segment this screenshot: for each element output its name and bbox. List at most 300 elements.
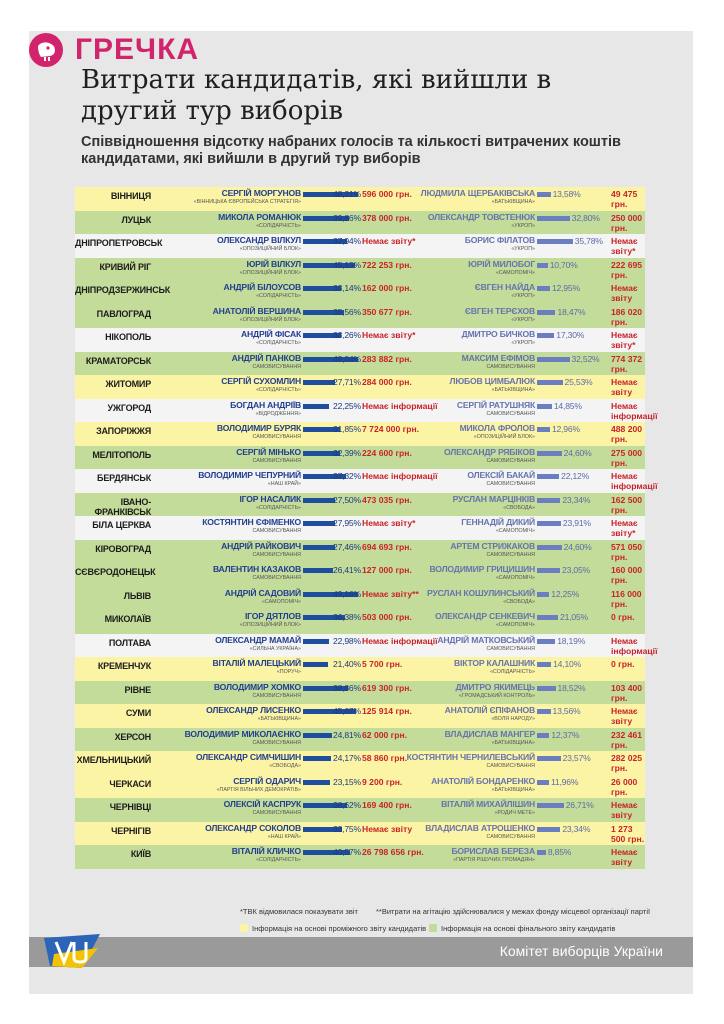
candidate-2 [393,752,535,770]
table-row [75,587,645,611]
candidate-2-vote-bar [537,850,546,855]
candidate-2-party: САМОВИСУВАННЯ [486,551,535,558]
candidate-2-party: «УКРОП» [511,340,535,346]
candidate-2-percent: 14,85% [553,400,582,411]
city-name: БЕРДЯНСЬК [97,473,151,483]
candidate-1-percent: 38,62% [333,800,361,810]
candidate-2-spending: 250 000 грн. [611,212,643,233]
candidate-1-vote-bar [303,756,331,761]
candidate-2-vote-bar [537,733,549,738]
legend-final-label: Інформація на основі фінального звіту кандидатів [441,924,616,933]
candidate-1-percent: 27,50% [333,494,361,505]
candidate-1 [153,823,301,841]
candidate-2-name: АРТЕМ СТРИЖАКОВ [450,540,535,551]
candidate-1-name: СЕРГІЙ СУХОМЛИН [221,376,301,386]
candidate-1-party: САМОВИСУВАННЯ [252,551,301,558]
candidate-1-spending: 26 798 656 грн. [362,847,424,857]
candidate-1-percent: 37,32% [333,471,361,481]
city-name: КИЇВ [130,849,151,859]
city-name: РІВНЕ [124,684,151,695]
candidate-2-vote-bar [537,286,550,291]
candidate-2-party: «САМОПОМІЧ» [495,575,535,581]
candidate-2 [393,400,535,418]
candidate-2 [393,447,535,465]
city-name: ЖИТОМИР [105,379,151,389]
candidate-2-spending: 232 461 грн. [611,729,643,750]
candidate-2-party: САМОВИСУВАННЯ [486,363,535,370]
candidate-1-name: СЕРГІЙ МІНЬКО [236,446,301,457]
candidate-2-name: АНАТОЛІЙ ЄПІФАНОВ [444,705,535,715]
candidate-1-percent: 39,86% [333,212,361,223]
table-row [75,798,645,822]
candidate-1-spending: 58 860 грн. [362,753,408,763]
candidate-1-spending: 7 724 000 грн. [362,424,420,434]
candidate-2 [393,846,535,864]
candidate-2-spending: 774 372 грн. [611,353,643,374]
candidate-1-name: ОЛЕКСАНДР ВІЛКУЛ [217,235,301,245]
candidate-2-party: «УКРОП» [511,246,535,252]
city-name: ХМЕЛЬНИЦЬКИЙ [76,755,151,765]
table-row [75,681,645,705]
city-name: ЧЕРНІГІВ [111,825,151,836]
candidate-1-spending: 162 000 грн. [362,283,412,293]
candidate-1 [153,282,301,300]
candidate-2-name: КОСТЯНТИН ЧЕРНИЛЕВСЬКИЙ [406,752,535,762]
candidate-2 [393,306,535,324]
candidate-1-percent: 33,75% [333,823,361,834]
table-row [75,657,645,681]
candidate-2-name: РУСЛАН МАРЦІНКІВ [452,493,535,504]
candidate-1 [153,470,301,488]
city-name: СУМИ [125,708,151,718]
candidate-2-vote-bar [537,474,559,479]
candidate-2-spending: 571 050 грн. [611,541,643,562]
candidate-1-percent: 22,98% [333,635,361,646]
candidate-1-name: ВІТАЛІЙ МАЛЕЦЬКИЙ [212,658,301,668]
candidate-1-party: «ОПОЗИЦІЙНИЙ БЛОК» [239,246,301,252]
candidate-2-name: ВЛАДИСЛАВ МАНГЕР [444,728,535,739]
candidate-1-name: ВІТАЛІЙ КЛИЧКО [231,846,301,856]
candidate-1-percent: 48,21% [333,189,361,199]
candidate-1-party: САМОВИСУВАННЯ [252,739,301,746]
city-name: ІВАНО-ФРАНКІВСЬК [94,496,151,517]
candidate-1-percent: 33,26% [333,330,361,340]
candidate-2 [393,541,535,559]
table-row [75,516,645,540]
table-row [75,610,645,634]
candidate-1-name: ІГОР НАСАЛИК [239,493,301,504]
candidate-1-percent: 49,16% [333,588,361,599]
candidate-2-vote-bar [537,568,560,573]
candidate-1-vote-bar [303,521,335,526]
candidate-1-name: ВАЛЕНТИН КАЗАКОВ [212,564,301,574]
candidate-2-spending: 282 025 грн. [611,753,643,773]
candidate-2-spending: 162 500 грн. [611,494,643,515]
candidate-2-party: «СОЛІДАРНІСТЬ» [490,669,535,675]
candidate-1-spending: Немає інформації [362,635,438,646]
table-row [75,775,645,799]
city-name: ЧЕРНІВЦІ [109,802,151,812]
candidate-1-spending: Немає інформації [362,400,438,411]
city-name: ДНІПРОПЕТРОВСЬК [75,238,163,248]
candidate-2-party: САМОВИСУВАННЯ [486,481,535,487]
candidate-1-party: «СОЛІДАРНІСТЬ» [256,504,301,511]
candidate-1-party: САМОВИСУВАННЯ [252,457,301,464]
candidate-2-vote-bar [537,357,570,362]
candidate-2-vote-bar [537,404,552,409]
city-name: ЛУЦЬК [121,214,151,225]
candidate-1 [153,259,301,277]
candidate-1 [153,776,301,794]
candidate-1-spending: 169 400 грн. [362,800,412,810]
table-row [75,728,645,752]
table-row [75,234,645,258]
candidate-1-spending: 473 035 грн. [362,494,412,505]
candidate-1-name: ЮРІЙ ВІЛКУЛ [246,258,301,269]
candidate-1-percent: 27,95% [333,518,361,528]
candidate-1 [153,376,301,394]
city-name: КРАМАТОРСЬК [85,355,151,366]
candidate-1-percent: 21,40% [333,659,361,669]
candidate-1-percent: 36,38% [333,612,361,622]
candidate-1-name: ОЛЕКСАНДР ЛИСЕНКО [206,705,301,715]
candidate-1-spending: 350 677 грн. [362,306,412,317]
candidate-2 [393,376,535,394]
table-row [75,704,645,728]
candidate-1-percent: 32,39% [333,447,361,458]
candidate-2-spending: Немає звіту* [611,330,638,350]
city-name: УЖГОРОД [107,402,151,413]
candidate-2-percent: 24,60% [563,447,592,458]
table-row [75,187,645,211]
table-row [75,751,645,775]
candidate-1-percent: 48,04% [333,353,361,364]
candidate-2-vote-bar [537,451,562,456]
candidate-2 [393,282,535,300]
city-name: ХЕРСОН [114,731,151,742]
page-title: Витрати кандидатів, які вийшли в другий тур виборів [81,65,552,126]
candidate-1 [153,658,301,676]
candidate-2-spending: Немає звіту [611,706,638,726]
city-name: МИКОЛАЇВ [104,614,151,624]
candidate-1-percent: 37,94% [333,236,361,246]
candidate-1-party: «СОЛІДАРНІСТЬ» [256,857,301,863]
candidate-2-name: АНДРІЙ МАТКОВСЬКИЙ [437,634,535,645]
candidate-1-party: «СОЛІДАРНІСТЬ» [256,387,301,393]
candidate-2-party: САМОВИСУВАННЯ [486,833,535,840]
table-row [75,634,658,658]
candidate-1-party: «ОПОЗИЦІЙНИЙ БЛОК» [239,316,301,323]
candidate-2-name: ДМИТРО БИЧКОВ [461,329,535,339]
candidate-2-party: «РОДИЧ МЕТЕ» [494,810,535,816]
candidate-2-spending: Немає звіту [611,377,638,397]
candidate-1-percent: 31,85% [333,424,361,434]
city-name: ПАВЛОГРАД [96,308,151,319]
candidate-2-percent: 24,60% [563,541,592,552]
candidate-2-party: «БАТЬКІВЩИНА» [491,387,535,393]
city-name: ЗАПОРІЖЖЯ [96,426,151,436]
candidate-2-percent: 23,34% [562,494,591,505]
candidate-2-vote-bar [537,709,551,714]
candidate-2-vote-bar [537,521,561,526]
candidate-2 [393,235,535,253]
candidate-2-spending: 49 475 грн. [611,189,638,209]
candidate-1-name: ВОЛОДИМИР ХОМКО [213,681,301,692]
candidate-2-vote-bar [537,216,570,221]
candidate-1-spending: 224 600 грн. [362,447,412,458]
table-row [75,328,645,352]
brand-name: ГРЕЧКА [75,33,200,66]
candidate-1 [153,635,301,653]
candidate-1 [153,799,301,817]
candidate-2-percent: 25,53% [564,377,593,387]
candidate-1-party: САМОВИСУВАННЯ [252,810,301,816]
candidate-1-percent: 35,56% [333,306,361,317]
candidate-1 [153,752,301,770]
candidate-2-percent: 21,05% [560,612,588,622]
candidate-2-percent: 23,05% [562,565,590,575]
candidate-1-party: САМОВИСУВАННЯ [252,692,301,699]
candidate-1-party: САМОВИСУВАННЯ [252,434,301,440]
candidate-2-percent: 13,56% [552,706,581,716]
footnote-tvk: *ТВК відмовилася показувати звіт [240,907,358,916]
candidate-2-party: «ПАРТІЯ РІШУЧИХ ГРОМАДЯН» [453,857,535,863]
candidate-1 [153,306,301,324]
candidate-2-spending: 275 000 грн. [611,447,643,468]
candidate-2-party: САМОВИСУВАННЯ [486,410,535,417]
city-name: КРЕМЕНЧУК [97,661,151,671]
candidate-2-percent: 32,52% [571,353,600,364]
candidate-1-percent: 22,25% [333,400,361,411]
candidate-2-name: ВІТАЛІЙ МИХАЙЛІШИН [441,799,535,809]
candidate-2-spending: 488 200 грн. [611,424,643,444]
table-row [75,446,645,470]
candidate-1-name: ОЛЕКСАНДР СИМЧИШИН [195,752,301,762]
candidate-1-party: САМОВИСУВАННЯ [252,528,301,534]
candidate-2-party: САМОВИСУВАННЯ [486,763,535,769]
candidate-2-name: АНАТОЛІЙ БОНДАРЕНКО [431,775,535,786]
candidate-2 [393,259,535,277]
candidate-2-name: ВЛАДИСЛАВ АТРОШЕНКО [425,822,535,833]
table-row [75,375,645,399]
candidate-2 [393,635,535,653]
candidate-2-spending: 222 695 грн. [611,259,643,280]
candidate-2-party: «САМОПОМІЧ» [495,269,535,276]
candidate-1-party: «САМОПОМІЧ» [261,598,301,605]
candidate-1-name: СЕРГІЙ ОДАРИЧ [233,775,301,786]
candidate-1-name: ОЛЕКСІЙ КАСПРУК [223,799,301,809]
candidate-2-party: «УКРОП» [511,316,535,323]
candidate-2-percent: 12,37% [551,729,580,740]
candidate-1-vote-bar [303,380,335,385]
candidate-2-name: ЄВГЕН НАЙДА [474,282,535,292]
candidate-2 [393,517,535,535]
city-name: КРИВИЙ РІГ [99,261,151,272]
table-row [75,563,645,587]
candidate-2-percent: 14,10% [553,659,582,669]
candidate-2-percent: 35,78% [574,236,603,246]
candidate-2-name: ОЛЕКСАНДР ТОВСТЕНЮК [427,211,535,222]
candidate-1-name: АНДРІЙ ПАНКОВ [231,352,301,363]
candidate-2-spending: Немає звіту [611,847,638,867]
candidate-1-party: САМОВИСУВАННЯ [252,363,301,370]
candidate-2-percent: 23,91% [562,518,591,528]
candidate-2-percent: 32,80% [571,212,600,223]
candidate-1 [153,353,301,371]
candidate-2-vote-bar [537,686,556,691]
candidate-1-spending: 283 882 грн. [362,353,412,364]
candidate-2-party: «ГРОМАДСЬКИЙ КОНТРОЛЬ» [458,692,535,699]
candidate-1-spending: 5 700 грн. [362,659,403,669]
candidate-2-name: ОЛЕКСІЙ БАКАЙ [467,470,535,480]
table-row [75,469,658,493]
table-row [75,305,645,329]
candidate-1 [153,564,301,582]
candidate-1-spending: 125 914 грн. [362,706,412,716]
candidate-2-party: «ОПОЗИЦІЙНИЙ БЛОК» [473,434,535,440]
candidate-1-party: «СИЛЬНА УКРАЇНА» [249,645,301,652]
candidate-1-percent: 26,41% [333,565,361,575]
city-name: КІРОВОГРАД [95,543,151,554]
candidate-1-spending: 503 000 грн. [362,612,412,622]
candidate-1-name: ОЛЕКСАНДР СОКОЛОВ [205,822,301,833]
candidate-2-spending: 186 020 грн. [611,306,643,327]
candidate-2-vote-bar [537,427,550,432]
candidate-1-name: МИКОЛА РОМАНЮК [218,211,301,222]
candidate-1-vote-bar [303,498,335,503]
candidate-1-name: БОГДАН АНДРІЇВ [230,399,301,410]
candidate-1-party: «СВОБОДА» [269,763,301,769]
candidate-2 [393,799,535,817]
candidate-1-percent: 33,14% [333,283,361,293]
candidate-1-spending: 619 300 грн. [362,682,412,693]
candidate-2 [393,564,535,582]
candidate-2 [393,188,535,206]
candidate-2-vote-bar [537,545,562,550]
candidate-1-vote-bar [303,639,329,644]
cvu-logo-icon [42,932,102,970]
candidate-1-vote-bar [303,404,329,409]
city-name: МЕЛІТОПОЛЬ [92,449,151,460]
candidate-2-percent: 12,95% [551,283,580,293]
candidate-1-name: ОЛЕКСАНДР МАМАЙ [215,634,301,645]
candidate-1-name: СЕРГІЙ МОРГУНОВ [221,188,301,198]
candidate-2-vote-bar [537,756,561,761]
candidate-2-percent: 12,25% [551,588,580,599]
candidate-1-party: «НАШ КРАЙ» [267,481,301,487]
candidate-1 [153,846,301,864]
candidate-2-vote-bar [537,592,549,597]
footer-bar [29,937,693,967]
candidate-1-spending: Немає звіту* [362,330,416,340]
legend-final-swatch [429,924,437,932]
candidate-2-percent: 10,70% [549,259,578,270]
candidate-1-party: «ВІДРОДЖЕННЯ» [255,410,301,417]
candidate-2-vote-bar [537,380,563,385]
table-row [75,281,645,305]
candidate-2-party: «СВОБОДА» [503,504,535,511]
table-row [75,352,645,376]
candidate-1 [153,682,301,700]
candidate-2 [393,212,535,230]
candidate-2 [393,682,535,700]
candidate-1-percent: 23,15% [333,776,361,787]
candidate-2-spending: Немає інформації [611,471,658,491]
candidate-1-spending: Немає інформації [362,471,438,481]
city-name: ЛЬВІВ [123,590,151,601]
city-name: ПОЛТАВА [108,637,151,648]
candidate-1-party: «БАТЬКІВЩИНА» [257,716,301,722]
candidate-2-percent: 8,85% [547,847,572,857]
footer-org: Комітет виборців України [499,943,663,959]
candidate-1-party: «ПАРТІЯ ВІЛЬНИХ ДЕМОКРАТІВ» [216,786,301,793]
candidate-2-name: БОРИСЛАВ БЕРЕЗА [451,846,535,856]
candidate-2-percent: 23,34% [562,823,591,834]
candidate-2 [393,823,535,841]
candidate-1 [153,541,301,559]
candidate-1 [153,611,301,629]
candidate-2-name: ГЕННАДІЙ ДИКИЙ [461,517,535,527]
candidate-2-party: «БАТЬКІВЩИНА» [491,786,535,793]
candidate-2-party: «СВОБОДА» [503,598,535,605]
candidate-1-name: ІГОР ДЯТЛОВ [244,611,301,621]
candidate-2-vote-bar [537,192,551,197]
city-name: ЧЕРКАСИ [109,778,151,789]
candidate-1-name: АНДРІЙ БІЛОУСОВ [223,282,301,292]
candidate-1-percent: 40,57% [333,847,361,857]
candidate-2-party: САМОВИСУВАННЯ [486,645,535,652]
candidate-2-name: ЄВГЕН ТЕРЄХОВ [464,305,535,316]
candidate-2-spending: Немає звіту* [611,518,638,538]
page-subtitle: Співвідношення відсотку набраних голосів та кількості витрачених коштів кандидатами, які вийшли в другий тур виборів [81,134,621,167]
candidate-1-name: АНДРІЙ САДОВИЙ [224,587,301,598]
candidate-2-percent: 26,71% [565,800,594,810]
candidate-1-party: «ОПОЗИЦІЙНИЙ БЛОК» [239,622,301,628]
candidate-2-spending: 160 000 грн. [611,565,643,585]
city-name: БІЛА ЦЕРКВА [92,520,151,530]
candidate-1-percent: 45,13% [333,259,361,270]
candidate-2-vote-bar [537,263,548,268]
candidate-1-party: САМОВИСУВАННЯ [252,575,301,581]
candidate-1-vote-bar [303,780,330,785]
candidate-1-name: АНДРІЙ ФІСАК [241,329,301,339]
candidate-2-percent: 12,96% [551,424,580,434]
candidate-2-spending: 1 273 500 грн. [611,823,645,844]
candidate-1-party: «СОЛІДАРНІСТЬ» [256,340,301,346]
candidate-2-name: МИКОЛА ФРОЛОВ [459,423,535,433]
brand-logo-icon [29,33,63,67]
candidate-2-vote-bar [537,639,555,644]
infographic-page [29,31,693,994]
candidate-1 [153,517,301,535]
candidate-2-percent: 11,96% [550,776,579,787]
candidate-1-percent: 27,71% [333,377,361,387]
footnote-fund: **Витрати на агітацію здійснювалися у межах фонду місцевої організації партії [376,907,651,916]
candidate-2-percent: 23,57% [562,753,591,763]
candidate-2 [393,588,535,606]
legend-interim-swatch [240,924,248,932]
candidate-1-name: АНАТОЛІЙ ВЕРШИНА [212,305,301,316]
candidate-2-vote-bar [537,498,560,503]
legend-interim-label: Інформація на основі проміжного звіту кандидатів [252,924,427,933]
candidate-2-spending: Немає звіту* [611,236,638,256]
table-row [75,822,645,846]
candidate-1 [153,729,301,747]
candidate-1 [153,212,301,230]
candidate-2-party: «БАТЬКІВЩИНА» [491,199,535,205]
candidate-1-party: «СОЛІДАРНІСТЬ» [256,293,301,299]
candidate-1-percent: 24,81% [333,729,361,740]
